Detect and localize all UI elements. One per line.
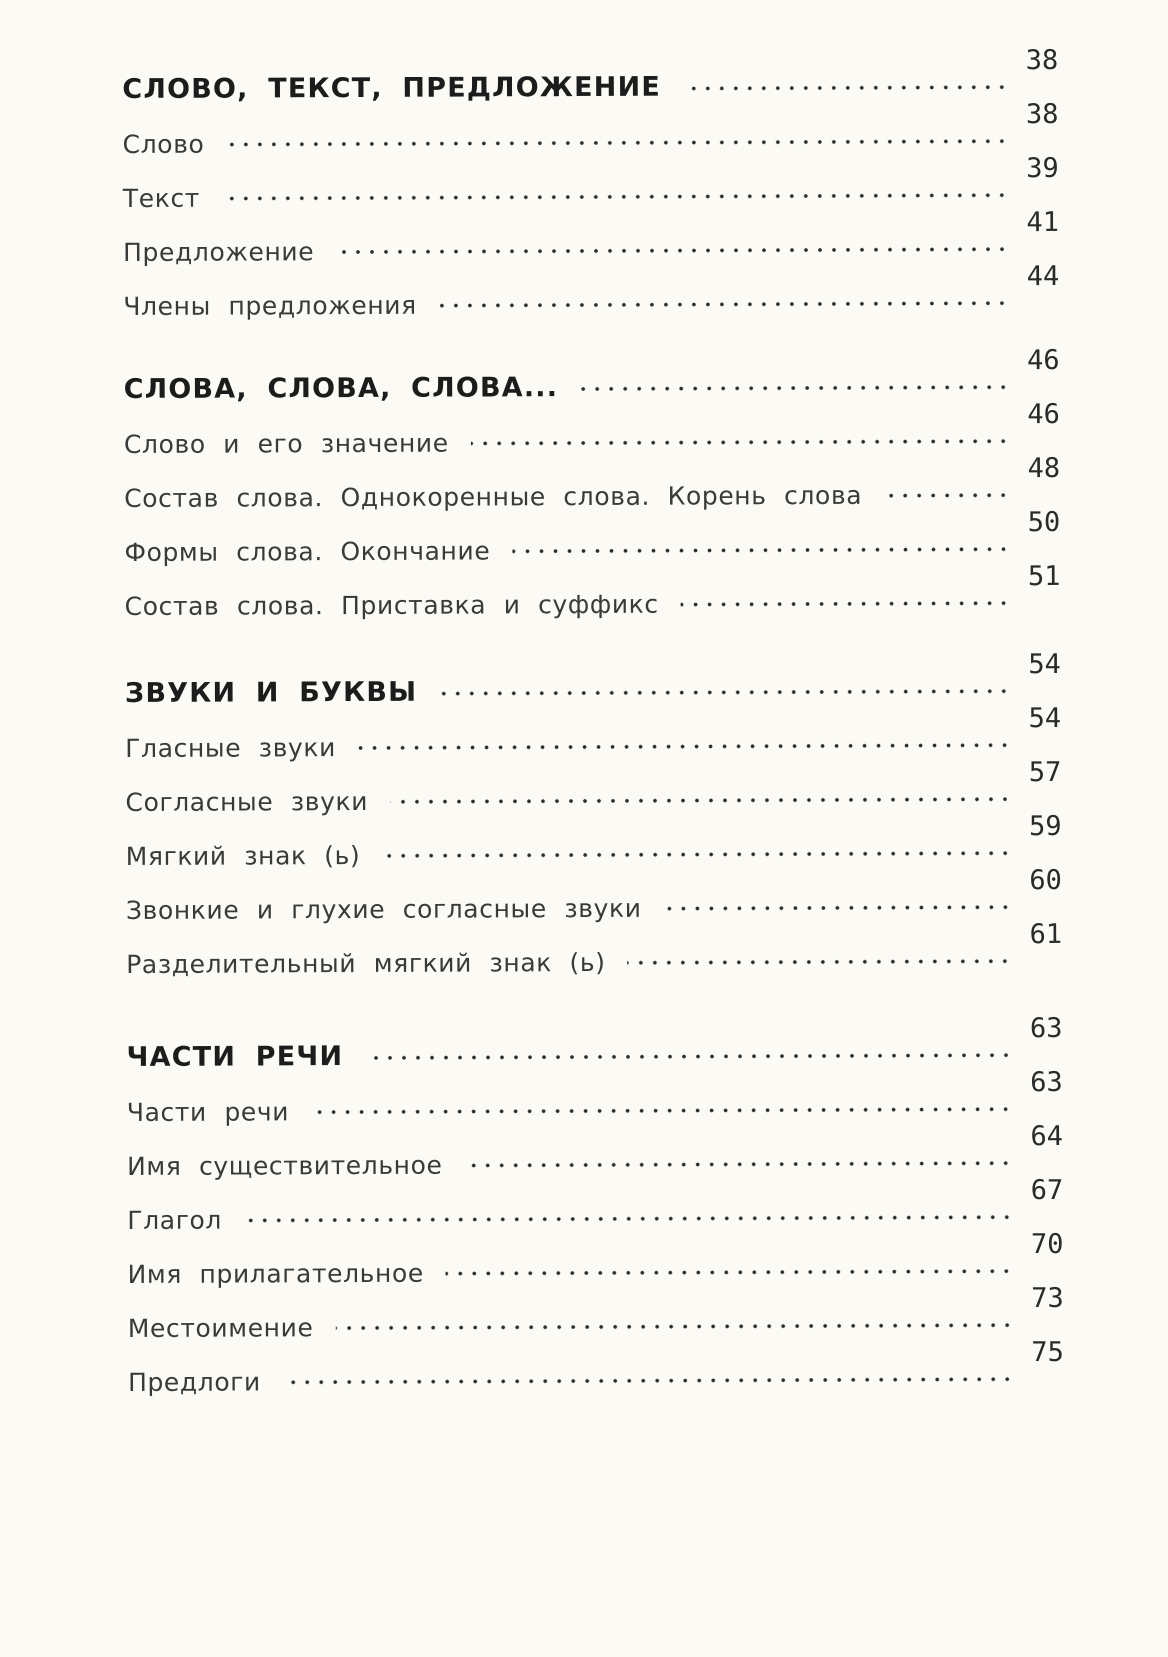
dot-leader: [464, 1148, 1013, 1176]
toc-entry[interactable]: [124, 560, 1061, 624]
toc-entry[interactable]: [126, 1066, 1063, 1130]
dot-leader: [226, 126, 1008, 155]
entry-title: Состав слова. Приставка и суффикс: [124, 589, 659, 622]
toc-section-heading[interactable]: [124, 648, 1061, 712]
entry-title: Текст: [122, 183, 200, 214]
page-number: 46: [1026, 344, 1060, 377]
toc-section-slova: [123, 344, 1061, 624]
dot-leader: [335, 1310, 1013, 1339]
dot-leader: [471, 426, 1010, 454]
page-number: 61: [1029, 918, 1063, 951]
entry-title: Части речи: [126, 1097, 290, 1128]
toc-entry[interactable]: [125, 756, 1062, 820]
entry-title: Гласные звуки: [125, 733, 337, 764]
toc-section-heading[interactable]: [123, 344, 1060, 408]
section-title: СЛОВО, ТЕКСТ, ПРЕДЛОЖЕНИЕ: [122, 71, 662, 106]
dot-leader: [283, 1364, 1014, 1393]
dot-leader: [390, 784, 1012, 813]
page-number: 54: [1028, 702, 1062, 735]
page-number: 46: [1027, 398, 1060, 431]
toc-entry[interactable]: [123, 206, 1060, 270]
entry-title: Формы слова. Окончание: [124, 536, 491, 568]
page-number: 38: [1025, 44, 1059, 77]
dot-leader: [884, 480, 1010, 507]
page-number: 50: [1027, 506, 1061, 539]
entry-title: Звонкие и глухие согласные звуки: [125, 893, 642, 926]
page-number: 63: [1030, 1066, 1063, 1099]
section-title: СЛОВА, СЛОВА, СЛОВА...: [123, 372, 559, 406]
dot-leader: [244, 1202, 1014, 1231]
page-number: 48: [1027, 452, 1061, 485]
dot-leader: [663, 892, 1012, 920]
page-number: 41: [1026, 206, 1060, 239]
page-number: 59: [1029, 810, 1062, 843]
toc-entry[interactable]: [126, 918, 1063, 982]
page-number: 73: [1031, 1282, 1064, 1315]
dot-leader: [222, 180, 1009, 209]
toc-entry[interactable]: [127, 1282, 1064, 1346]
toc-entry[interactable]: [127, 1228, 1064, 1292]
section-title: ЗВУКИ И БУКВЫ: [124, 676, 418, 710]
toc-entry[interactable]: [122, 152, 1059, 216]
dot-leader: [365, 1040, 1013, 1069]
toc-section-heading[interactable]: [122, 44, 1059, 108]
toc-entry[interactable]: [122, 98, 1059, 162]
dot-leader: [580, 372, 1010, 400]
entry-title: Мягкий знак (ь): [125, 840, 361, 872]
dot-leader: [439, 288, 1010, 316]
entry-title: Имя существительное: [127, 1150, 443, 1182]
toc-entry[interactable]: [124, 452, 1061, 516]
dot-leader: [336, 234, 1009, 263]
page-number: 67: [1030, 1174, 1064, 1207]
page-number: 63: [1029, 1012, 1063, 1045]
entry-title: Слово и его значение: [123, 428, 449, 460]
entry-title: Члены предложения: [123, 290, 417, 322]
toc-entry[interactable]: [123, 398, 1060, 462]
page-number: 60: [1029, 864, 1062, 897]
toc-entry[interactable]: [125, 864, 1062, 928]
section-title: ЧАСТИ РЕЧИ: [126, 1041, 344, 1074]
page-number: 54: [1028, 648, 1061, 681]
entry-title: Глагол: [127, 1205, 222, 1236]
toc-entry[interactable]: [127, 1174, 1064, 1238]
page-number: 39: [1026, 152, 1059, 185]
page-number: 51: [1027, 560, 1061, 593]
dot-leader: [439, 676, 1011, 704]
toc-entry[interactable]: [127, 1120, 1064, 1184]
dot-leader: [358, 730, 1011, 759]
page-number: 70: [1030, 1228, 1064, 1261]
entry-title: Предложение: [123, 237, 315, 268]
dot-leader: [627, 946, 1012, 974]
page-number: 75: [1031, 1336, 1064, 1369]
toc-entry[interactable]: [124, 506, 1061, 570]
entry-title: Разделительный мягкий знак (ь): [126, 947, 606, 980]
toc-entry[interactable]: [125, 810, 1062, 874]
page-number: 57: [1028, 756, 1062, 789]
dot-leader: [382, 838, 1012, 867]
dot-leader: [446, 1256, 1014, 1284]
dot-leader: [512, 534, 1010, 562]
page-number: 38: [1025, 98, 1059, 131]
toc-section-zvuki: [124, 648, 1063, 982]
dot-leader: [681, 588, 1011, 615]
toc-section-chasti-rechi: [126, 1012, 1064, 1400]
page-number: 44: [1026, 260, 1060, 293]
entry-title: Согласные звуки: [125, 786, 369, 818]
toc-entry[interactable]: [123, 260, 1060, 324]
dot-leader: [311, 1094, 1013, 1123]
toc-section-heading[interactable]: [126, 1012, 1063, 1076]
entry-title: Слово: [122, 129, 205, 160]
entry-title: Имя прилагательное: [127, 1258, 424, 1290]
toc-entry[interactable]: [127, 1336, 1064, 1400]
dot-leader: [683, 72, 1009, 99]
toc-entry[interactable]: [125, 702, 1062, 766]
entry-title: Предлоги: [127, 1367, 261, 1398]
toc-section-slovo-tekst: [122, 44, 1060, 324]
entry-title: Местоимение: [127, 1313, 314, 1344]
page-number: 64: [1030, 1120, 1064, 1153]
entry-title: Состав слова. Однокоренные слова. Корень слова: [124, 480, 863, 514]
